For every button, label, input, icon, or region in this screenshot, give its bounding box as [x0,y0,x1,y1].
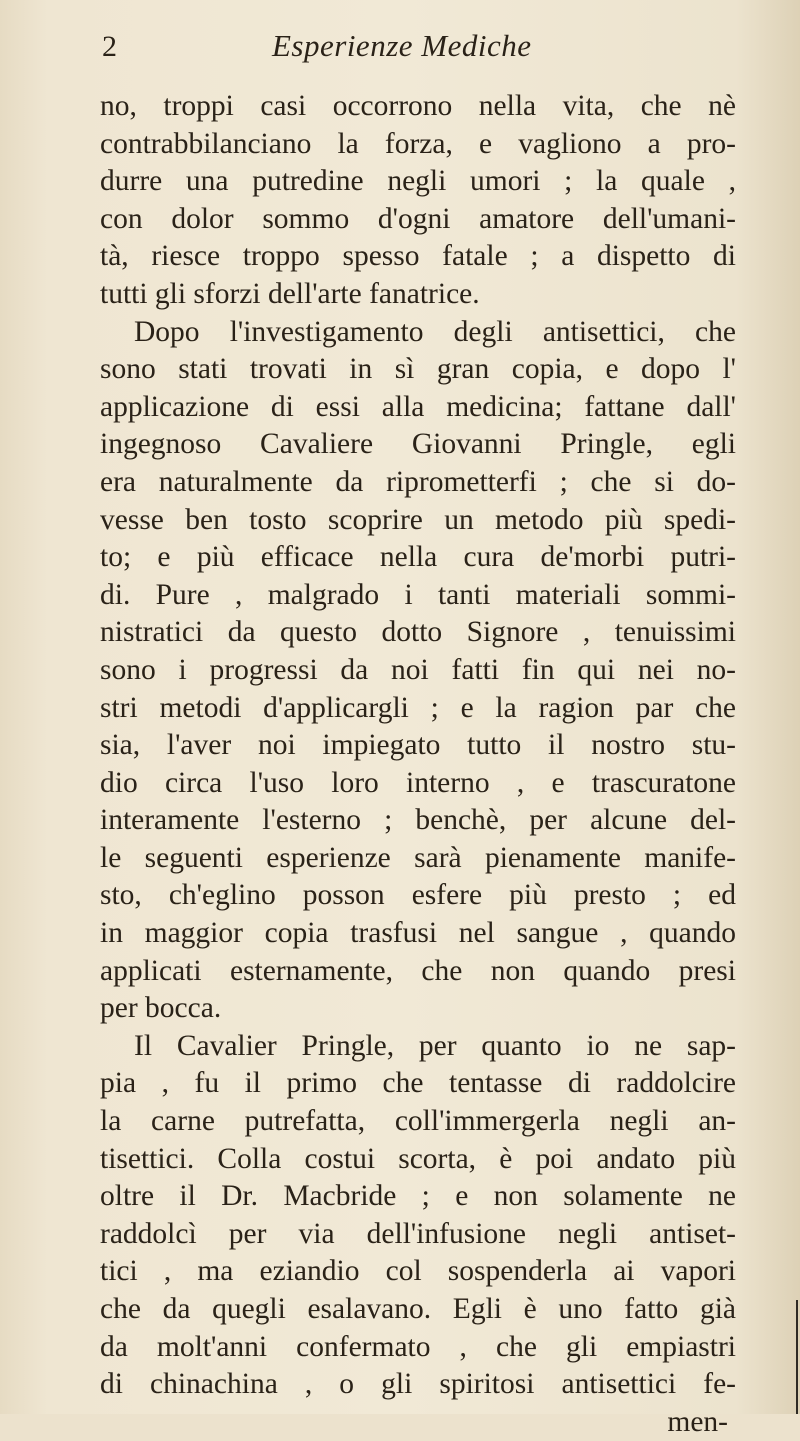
text-line: sono i progressi da noi fatti fin qui nei no- [100,653,736,686]
text-line: la carne putrefatta, coll'immergerla negli an- [100,1105,736,1138]
paragraph [100,1028,736,1404]
text-line: di. Pure , malgrado i tanti materiali sommi- [100,578,736,611]
text-line: tici , ma eziandio col sospenderla ai vapori [100,1255,736,1288]
text-line: tutti gli sforzi dell'arte fanatrice. [100,277,480,310]
running-title: Esperienze Mediche [272,28,532,63]
text-line: in maggior copia trasfusi nel sangue , quando [100,917,736,950]
paragraph [100,88,736,314]
text-line: stri metodi d'applicargli ; e la ragion par che [100,691,736,724]
text-line: vesse ben tosto scoprire un metodo più spedi- [100,503,736,536]
text-line: applicati esternamente, che non quando presi [100,954,736,987]
text-line: sto, ch'eglino posson esfere più presto ; ed [100,879,736,912]
text-line: con dolor sommo d'ogni amatore dell'umani- [100,202,736,235]
text-line: da molt'anni confermato , che gli empiastri [100,1330,736,1363]
text-line: contrabbilanciano la forza, e vagliono a pro- [100,127,736,160]
running-head [100,28,736,80]
text-line: raddolcì per via dell'infusione negli antiset- [100,1217,736,1250]
text-line: sia, l'aver noi impiegato tutto il nostro stu- [100,729,736,762]
text-line: durre una putredine negli umori ; la quale , [100,165,736,198]
text-line: applicazione di essi alla medicina; fattane dall' [100,390,736,423]
text-line: di chinachina , o gli spiritosi antisettici fe- [100,1368,736,1401]
text-line: Dopo l'investigamento degli antisettici, che [134,315,736,348]
text-line: che da quegli esalavano. Egli è uno fatto già [100,1293,736,1325]
text-line: sono stati trovati in sì gran copia, e dopo l' [100,353,736,386]
paragraph [100,314,736,1028]
text-line: interamente l'esterno ; benchè, per alcune del- [100,804,736,837]
text-line: era naturalmente da riprometterfi ; che si do- [100,465,736,498]
text-line: pia , fu il primo che tentasse di raddolcire [100,1067,736,1100]
text-line: dio circa l'uso loro interno , e trascuratone [100,766,736,799]
text-line: oltre il Dr. Macbride ; e non solamente ne [100,1180,736,1213]
body-text [100,88,736,1441]
text-line: to; e più efficace nella cura de'morbi putri- [100,541,736,574]
page-number: 2 [102,30,117,63]
text-line: per bocca. [100,992,222,1025]
text-line: nistratici da questo dotto Signore , tenuissimi [100,616,736,649]
text-line: no, troppi casi occorrono nella vita, che nè [100,90,736,122]
text-line: Il Cavalier Pringle, per quanto io ne sap- [134,1029,736,1062]
page-edge-mark [796,1300,798,1414]
text-line: tisettici. Colla costui scorta, è poi andato più [100,1142,736,1175]
text-line: ingegnoso Cavaliere Giovanni Pringle, egli [100,428,736,461]
catchword: men- [667,1405,728,1438]
text-line: le seguenti esperienze sarà pienamente manife- [100,841,736,874]
text-line: tà, riesce troppo spesso fatale ; a dispetto di [100,240,736,273]
